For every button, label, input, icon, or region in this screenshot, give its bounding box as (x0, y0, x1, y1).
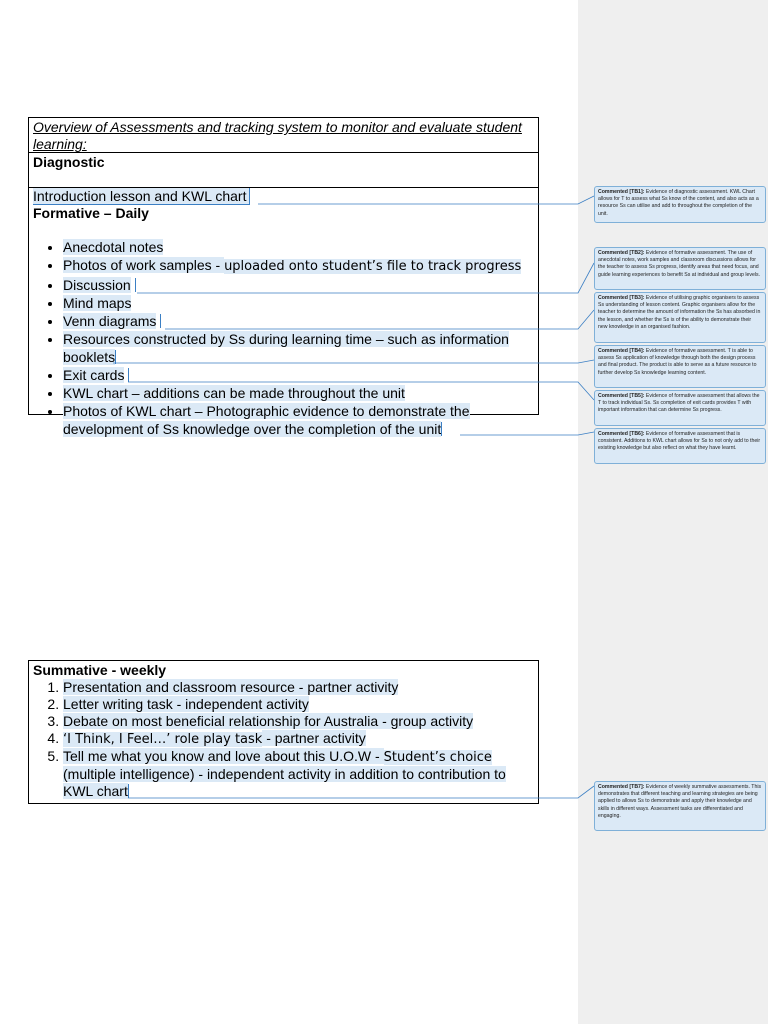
summative-label: Summative - weekly (33, 662, 167, 678)
overview-heading: Overview of Assessments and tracking system to monitor and evaluate student learning: (33, 119, 522, 152)
comment-text: Evidence of formative assessment that allows the T to track individual Ss. Ss completion of exit cards provides T with important information that can determine Ss progress. (598, 393, 760, 414)
list-item (63, 679, 534, 696)
comment-tag: Commented [TB2]: (598, 250, 645, 256)
formative-item-3[interactable]: Mind maps (63, 295, 132, 311)
overview-heading-cell (29, 118, 538, 153)
list-item (63, 330, 534, 366)
summative-table (28, 660, 539, 804)
summative-item-4[interactable]: Tell me what you know and love about this U.O.W - (63, 748, 384, 764)
comment-tb5[interactable] (594, 390, 766, 426)
formative-label: Formative – Daily (33, 205, 149, 221)
formative-item-5[interactable]: Resources constructed by Ss during learning time – such as information booklets (63, 331, 509, 365)
summative-item-3-tail[interactable]: - partner activity (262, 730, 366, 746)
formative-item-8[interactable]: Photos of KWL chart – Photographic evidence to demonstrate the development of Ss knowledge over the completion of the unit (63, 403, 470, 437)
list-item (63, 256, 534, 276)
summative-item-3[interactable]: ‘I Think, I Feel…’ role play task (63, 732, 263, 747)
formative-item-1[interactable]: Photos of work samples - (63, 257, 225, 273)
formative-item-2[interactable]: Discussion (63, 277, 131, 293)
comment-tb2[interactable] (594, 247, 766, 290)
diagnostic-cell (29, 153, 538, 188)
list-item (63, 402, 534, 438)
summative-item-0[interactable]: Presentation and classroom resource - partner activity (63, 679, 399, 695)
formative-cell (29, 188, 538, 437)
list-item (63, 294, 534, 312)
list-item (63, 276, 534, 294)
comment-anchor (128, 784, 129, 798)
diagnostic-item[interactable]: Introduction lesson and KWL chart (33, 188, 250, 205)
comments-pane (578, 0, 768, 1024)
list-item (63, 748, 534, 800)
comment-text: Evidence of formative assessment. The use of anecdotal notes, work samples and classroom discussions allows for the teacher to assess Ss progress, identify areas that need focus, and guide learning experiences to benefit Ss at individual and group levels. (598, 250, 761, 278)
comment-tag: Commented [TB4]: (598, 348, 645, 354)
diagnostic-item-line (33, 188, 534, 205)
comment-tb1[interactable] (594, 186, 766, 223)
summative-item-2[interactable]: Debate on most beneficial relationship for Australia - group activity (63, 713, 474, 729)
summative-list (33, 679, 534, 800)
comment-text: Evidence of formative assessment that is consistent. Additions to KWL chart allows for Ss to not only add to their existing knowledge but also reflect on what they have learnt. (598, 431, 761, 452)
comment-anchor (160, 314, 161, 328)
formative-list (33, 238, 534, 438)
summative-item-4-tail[interactable]: (multiple intelligence) - independent activity in addition to contribution to KWL chart (63, 766, 506, 799)
list-item (63, 713, 534, 730)
formative-item-0[interactable]: Anecdotal notes (63, 239, 164, 255)
summative-item-1[interactable]: Letter writing task - independent activity (63, 696, 309, 712)
comment-text: Evidence of diagnostic assessment. KWL Chart allows for T to assess what Ss know of the content, and also acts as a resource Ss can utilise and add to throughout the completion of the unit. (598, 189, 759, 217)
assessment-overview-table (28, 117, 539, 437)
summative-cell (29, 661, 538, 801)
list-item (63, 366, 534, 384)
summative-item-4-extra[interactable]: Student’s choice (383, 750, 492, 765)
comment-tag: Commented [TB1]: (598, 189, 645, 195)
list-item (63, 312, 534, 330)
comment-text: Evidence of formative assessment. T is able to assess Ss application of knowledge through both the design process and final product. The product is able to serve as a future resource to further develop Ss knowledge learning content. (598, 348, 757, 376)
comment-tag: Commented [TB5]: (598, 393, 645, 399)
comment-anchor (115, 350, 116, 364)
comment-tag: Commented [TB6]: (598, 431, 645, 437)
formative-item-6[interactable]: Exit cards (63, 367, 125, 383)
comment-tb7[interactable] (594, 781, 766, 831)
comment-tag: Commented [TB3]: (598, 295, 645, 301)
formative-item-1-extra[interactable]: uploaded onto student’s file to track progress (224, 259, 522, 274)
list-item (63, 730, 534, 748)
diagnostic-label: Diagnostic (33, 154, 105, 170)
formative-item-7[interactable]: KWL chart – additions can be made throughout the unit (63, 385, 405, 401)
comment-anchor (135, 278, 136, 292)
comment-tag: Commented [TB7]: (598, 784, 645, 790)
list-item (63, 696, 534, 713)
comment-tb6[interactable] (594, 428, 766, 464)
comment-tb3[interactable] (594, 292, 766, 343)
comment-tb4[interactable] (594, 345, 766, 388)
comment-text: Evidence of utilising graphic organisers to assess Ss understanding of lesson content. Graphic organisers allow for the teacher to determine the amount of information the Ss has absorbed in the lesson, and whether the Ss is of the ability to demonstrate their new knowledge in an organised fashion. (598, 295, 761, 330)
comment-text: Evidence of weekly summative assessments. This demonstrates that different teaching and learning strategies are being applied to allows Ss to demonstrate and apply their knowledge and skills in different ways. Assessment tasks are differentiated and engaging. (598, 784, 762, 819)
comment-anchor (128, 368, 129, 382)
list-item (63, 384, 534, 402)
formative-item-4[interactable]: Venn diagrams (63, 313, 157, 329)
list-item (63, 238, 534, 256)
comment-anchor (441, 422, 442, 436)
